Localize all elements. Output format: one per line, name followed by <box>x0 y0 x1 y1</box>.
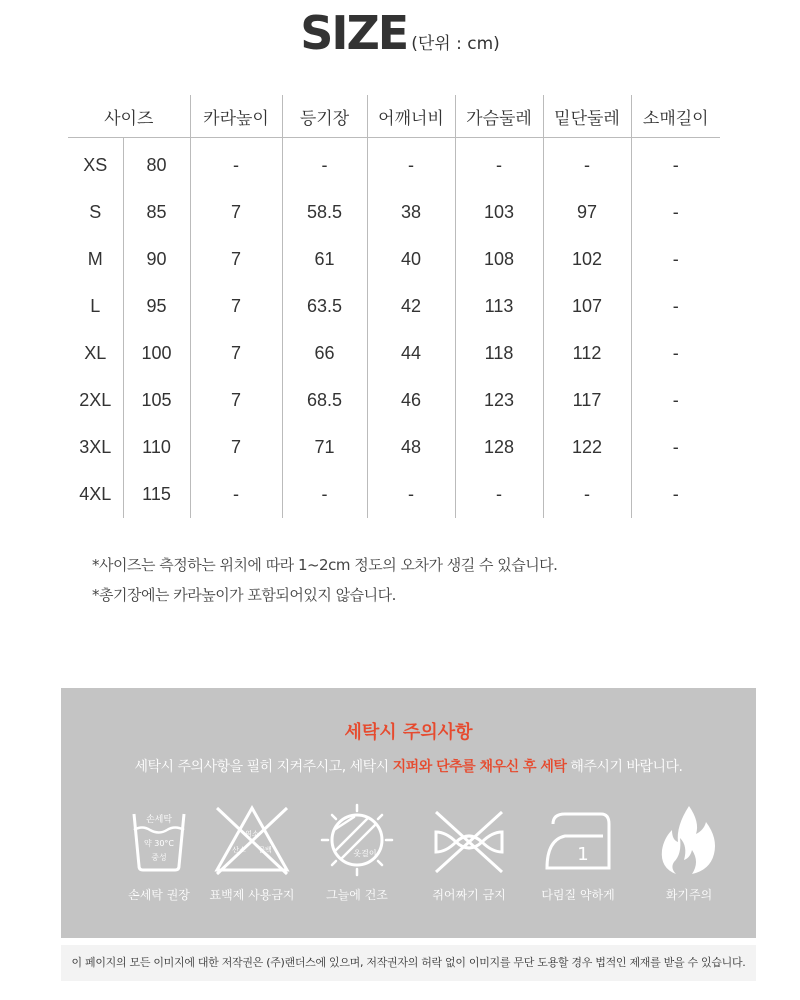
page-title: SIZE <box>300 6 408 60</box>
cell-collar-height: 7 <box>190 283 282 330</box>
note-measurement: *사이즈는 측정하는 위치에 따라 1~2cm 정도의 오차가 생길 수 있습니다. <box>92 556 558 574</box>
hand-wash-label: 손세탁 권장 <box>128 888 190 902</box>
cell-size-number: 110 <box>123 424 190 471</box>
cell-size-label: 4XL <box>68 471 123 518</box>
care-icons <box>61 800 756 910</box>
cell-chest: 103 <box>455 189 543 236</box>
shade-dry-hanger: 옷걸이 <box>353 849 377 858</box>
size-heading <box>0 6 800 60</box>
table-row <box>68 424 720 471</box>
size-notes <box>92 550 742 610</box>
unit-label: (단위 : cm) <box>411 34 500 54</box>
cell-size-number: 85 <box>123 189 190 236</box>
iron-level: 1 <box>577 844 589 865</box>
cell-sleeve-length: - <box>672 202 679 222</box>
header-sleeve-length: 소매길이 <box>631 95 720 138</box>
care-text-after: 해주시기 바랍니다. <box>566 759 683 775</box>
table-header-row <box>68 95 720 138</box>
cell-hem: - <box>543 138 631 190</box>
care-item-low-iron <box>523 800 633 910</box>
care-text-before: 세탁시 주의사항을 필히 지켜주시고, 세탁시 <box>134 759 393 775</box>
care-item-fire-warning <box>634 800 744 910</box>
no-bleach-oxygen: 산소 <box>232 846 246 854</box>
cell-chest: 108 <box>455 236 543 283</box>
table-row <box>68 377 720 424</box>
no-wring-icon <box>414 800 524 880</box>
cell-hem: - <box>543 471 631 518</box>
cell-hem: 97 <box>543 189 631 236</box>
cell-back-length: - <box>282 471 367 518</box>
cell-chest: 128 <box>455 424 543 471</box>
cell-size-number: 115 <box>123 471 190 518</box>
cell-sleeve-length: - <box>672 155 679 175</box>
header-chest: 가슴둘레 <box>455 95 543 138</box>
cell-shoulder-width: - <box>367 138 455 190</box>
cell-shoulder-width: 44 <box>367 330 455 377</box>
fire-warning-label: 화기주의 <box>665 888 713 902</box>
low-iron-icon <box>523 800 633 880</box>
cell-back-length: 58.5 <box>282 189 367 236</box>
table-row <box>68 283 720 330</box>
cell-sleeve-length: - <box>672 343 679 363</box>
cell-chest: - <box>455 138 543 190</box>
header-back-length: 등기장 <box>282 95 367 138</box>
header-collar-height: 카라높이 <box>190 95 282 138</box>
hand-wash-text: 손세탁 <box>145 815 173 825</box>
cell-collar-height: 7 <box>190 377 282 424</box>
cell-back-length: 71 <box>282 424 367 471</box>
care-item-no-wring <box>414 800 524 910</box>
cell-size-label: 2XL <box>68 377 123 424</box>
hand-wash-neutral: 중성 <box>151 853 167 862</box>
table-row <box>68 189 720 236</box>
cell-size-label: XS <box>68 138 123 190</box>
care-section <box>61 688 756 938</box>
cell-back-length: 63.5 <box>282 283 367 330</box>
cell-chest: 118 <box>455 330 543 377</box>
cell-sleeve-length: - <box>672 249 679 269</box>
cell-back-length: 61 <box>282 236 367 283</box>
cell-back-length: 66 <box>282 330 367 377</box>
cell-hem: 122 <box>543 424 631 471</box>
cell-sleeve-length: - <box>672 484 679 504</box>
shade-dry-label: 그늘에 건조 <box>326 888 388 902</box>
cell-size-number: 95 <box>123 283 190 330</box>
cell-shoulder-width: 40 <box>367 236 455 283</box>
cell-hem: 112 <box>543 330 631 377</box>
cell-hem: 117 <box>543 377 631 424</box>
cell-collar-height: - <box>190 471 282 518</box>
no-bleach-label: 표백제 사용금지 <box>209 888 295 902</box>
cell-chest: - <box>455 471 543 518</box>
cell-collar-height: 7 <box>190 236 282 283</box>
cell-size-number: 90 <box>123 236 190 283</box>
cell-size-number: 100 <box>123 330 190 377</box>
cell-size-label: 3XL <box>68 424 123 471</box>
no-bleach-chlorine: 염소 <box>245 830 259 838</box>
cell-collar-height: 7 <box>190 424 282 471</box>
care-title: 세탁시 주의사항 <box>344 722 473 743</box>
fire-warning-icon <box>634 800 744 880</box>
table-row <box>68 471 720 518</box>
table-row <box>68 236 720 283</box>
cell-hem: 102 <box>543 236 631 283</box>
header-hem: 밑단둘레 <box>543 95 631 138</box>
cell-size-label: L <box>68 283 123 330</box>
cell-shoulder-width: 48 <box>367 424 455 471</box>
cell-back-length: - <box>282 138 367 190</box>
no-bleach-metal: 금백 <box>258 846 272 854</box>
cell-sleeve-length: - <box>672 390 679 410</box>
cell-size-label: XL <box>68 330 123 377</box>
cell-shoulder-width: 42 <box>367 283 455 330</box>
cell-shoulder-width: - <box>367 471 455 518</box>
care-text-highlight: 지퍼와 단추를 채우신 후 세탁 <box>392 759 567 775</box>
cell-back-length: 68.5 <box>282 377 367 424</box>
header-size: 사이즈 <box>68 95 190 138</box>
size-table <box>68 95 720 518</box>
cell-size-number: 80 <box>123 138 190 190</box>
care-instructions <box>61 756 756 776</box>
table-row <box>68 330 720 377</box>
cell-collar-height: 7 <box>190 189 282 236</box>
cell-size-label: M <box>68 236 123 283</box>
cell-shoulder-width: 38 <box>367 189 455 236</box>
low-iron-label: 다림질 약하게 <box>541 888 615 902</box>
note-length: *총기장에는 카라높이가 포함되어있지 않습니다. <box>92 586 396 604</box>
copyright-footer: 이 페이지의 모든 이미지에 대한 저작권은 (주)랜더스에 있으며, 저작권자의 허락 없이 이미지를 무단 도용할 경우 법적인 제재를 받을 수 있습니다. <box>61 945 756 981</box>
table-row <box>68 138 720 190</box>
care-item-no-bleach <box>197 800 307 910</box>
cell-chest: 113 <box>455 283 543 330</box>
cell-collar-height: - <box>190 138 282 190</box>
header-shoulder-width: 어깨너비 <box>367 95 455 138</box>
hand-wash-temp: 약 30°C <box>143 839 175 848</box>
cell-size-number: 105 <box>123 377 190 424</box>
no-wring-label: 쥐어짜기 금지 <box>432 888 506 902</box>
care-item-shade-dry <box>302 800 412 910</box>
cell-collar-height: 7 <box>190 330 282 377</box>
cell-hem: 107 <box>543 283 631 330</box>
cell-sleeve-length: - <box>672 437 679 457</box>
no-bleach-icon <box>197 800 307 880</box>
cell-size-label: S <box>68 189 123 236</box>
cell-chest: 123 <box>455 377 543 424</box>
cell-sleeve-length: - <box>672 296 679 316</box>
cell-shoulder-width: 46 <box>367 377 455 424</box>
shade-dry-icon <box>302 800 412 880</box>
